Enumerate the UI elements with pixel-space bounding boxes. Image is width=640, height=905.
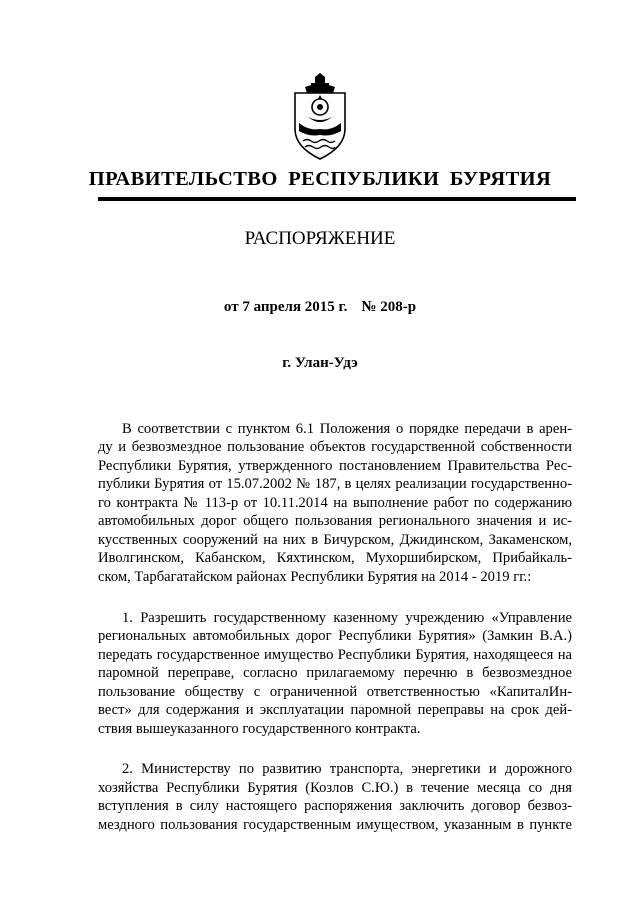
document-number: № 208-р (361, 299, 417, 315)
document-date-line (0, 299, 640, 316)
paragraph-3-line: вступления в силу настоящего распоряжения заключить договор безвоз- (98, 798, 572, 814)
paragraph-3-line: мездного пользования государственным имуществом, указанным в пункте (98, 817, 572, 833)
paragraph-1-line: ду и безвозмездное пользование объектов государственной собственности (98, 439, 572, 455)
coat-of-arms-emblem (291, 73, 349, 161)
paragraph-2-line: 1. Разрешить государственному казенному учреждению «Управление (122, 610, 572, 626)
header-divider (98, 197, 576, 201)
organization-title: ПРАВИТЕЛЬСТВО РЕСПУБЛИКИ БУРЯТИЯ (88, 168, 552, 190)
document-type: РАСПОРЯЖЕНИЕ (244, 228, 396, 249)
paragraph-3-line: 2. Министерству по развитию транспорта, энергетики и дорожного (122, 761, 572, 777)
paragraph-1-line: публики Бурятия от 15.07.2002 № 187, в целях реализации государственно- (98, 476, 572, 492)
paragraph-2-line: вест» для содержания и эксплуатации паромной переправы на срок дей- (98, 702, 572, 718)
paragraph-2-line: паромной переправе, согласно прилагаемому перечню в безвозмездное (98, 665, 572, 681)
paragraph-1-line: В соответствии с пунктом 6.1 Положения о порядке передачи в арен- (122, 421, 572, 437)
paragraph-2-line: пользование обществу с ограниченной ответственностью «КапиталИн- (98, 684, 572, 700)
paragraph-1-line: кусственных сооружений на них в Бичурском, Джидинском, Закаменском, (98, 532, 572, 548)
document-city: г. Улан-Удэ (282, 355, 358, 371)
paragraph-1-line: автомобильных дорог общего пользования регионального значения и ис- (98, 513, 572, 529)
paragraph-1-line: ском, Тарбагатайском районах Республики Бурятия на 2014 - 2019 гг.: (98, 569, 532, 585)
paragraph-2-line: региональных автомобильных дорог Республики Бурятия» (Замкин В.А.) (98, 628, 572, 644)
paragraph-2-line: ствия вышеуказанного государственного контракта. (98, 721, 421, 737)
paragraph-1-line: го контракта № 113-р от 10.11.2014 на выполнение работ по содержанию (98, 495, 572, 511)
paragraph-2-line: передать государственное имущество Республики Бурятия, находящееся на (98, 647, 572, 663)
paragraph-1-line: Республики Бурятия, утвержденного постановлением Правительства Рес- (98, 458, 572, 474)
paragraph-3-line: хозяйства Республики Бурятия (Козлов С.Ю.) в течение месяца со дня (98, 780, 572, 796)
document-date: от 7 апреля 2015 г. (223, 299, 348, 315)
paragraph-1-line: Иволгинском, Кабанском, Кяхтинском, Мухоршибирском, Прибайкаль- (98, 550, 572, 566)
